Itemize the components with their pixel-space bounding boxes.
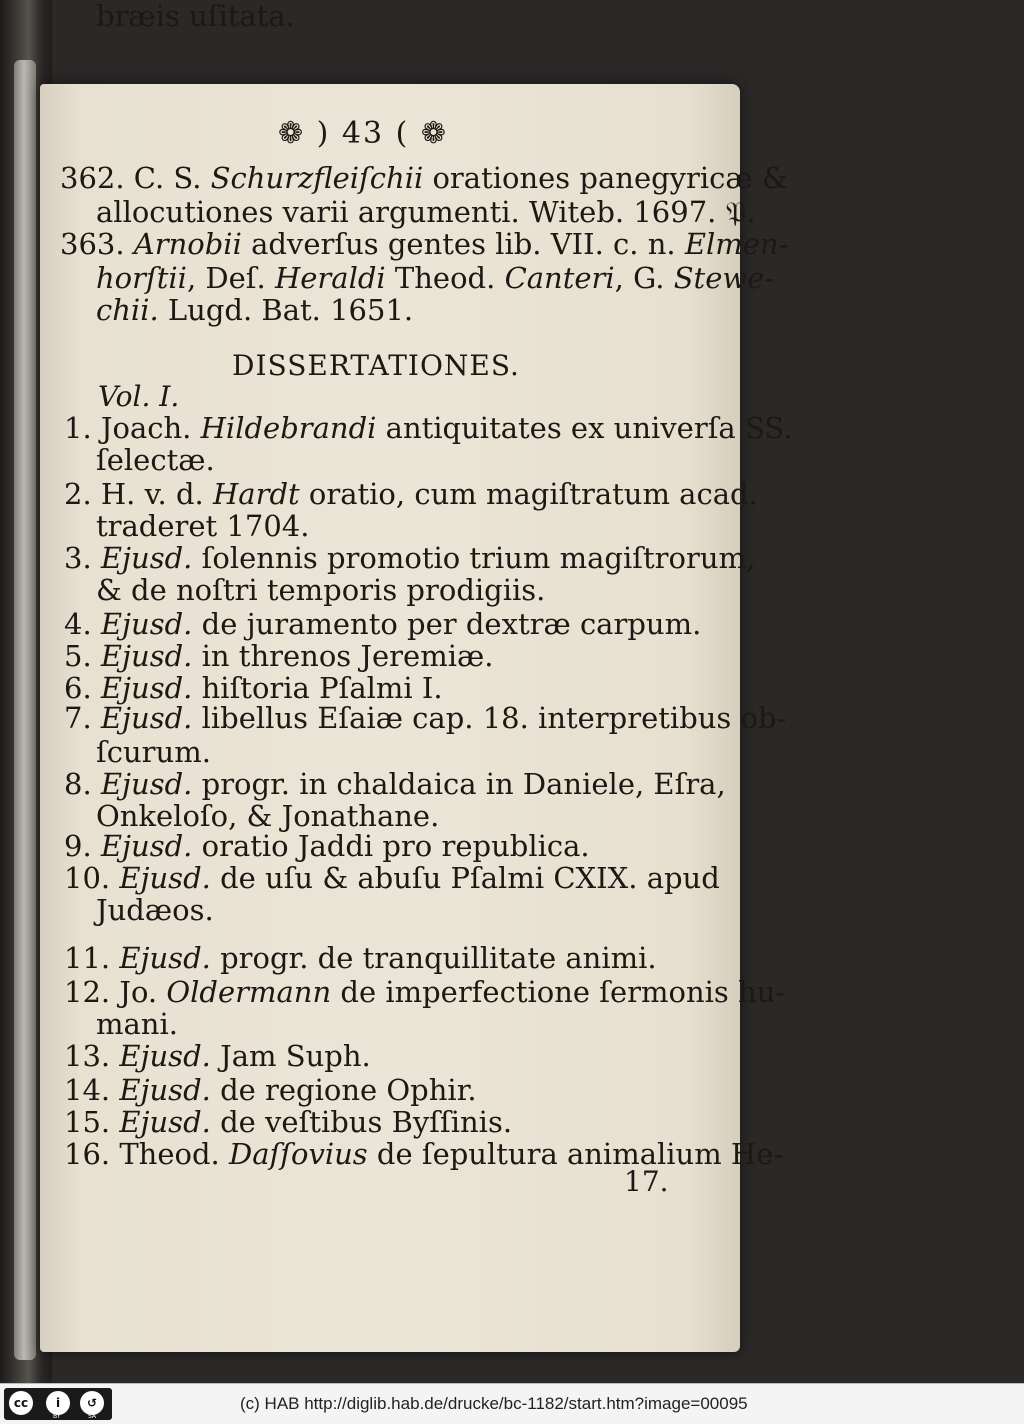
roman-text: de imperfectione ſermonis hu- [331,975,786,1009]
roman-text: 16. Theod. [64,1137,229,1171]
roman-text: 8. [64,767,101,801]
entry-line [64,768,726,800]
roman-text: Jam Suph. [210,1039,371,1073]
roman-text: Onkeloſo, & Jonathane. [96,799,440,833]
roman-text: 4. [64,607,101,641]
italic-text: Ejusd. [100,767,193,801]
italic-text: Ejusd. [100,671,193,705]
sa-share-alike-icon: ↺ [80,1391,104,1415]
license-sa-label: SA [88,1413,97,1420]
by-person-icon: i [46,1391,70,1415]
entry-line [64,608,701,640]
roman-text: libellus Eſaiæ cap. 18. interpretibus ob- [192,701,787,735]
italic-text: Hardt [213,477,300,511]
entry-line [96,736,211,768]
roman-text: 12. Jo. [64,975,167,1009]
italic-text: Ejusd. [100,701,193,735]
italic-text: Ejusd. [119,861,211,895]
roman-text: & de noſtri temporis prodigiis. [96,573,546,607]
entry-line [64,862,720,894]
italic-text: Hildebrandi [200,411,377,445]
italic-text: Ejusd. [100,541,193,575]
italic-text: Ejusd. [119,941,211,975]
top-entry-line [96,294,413,326]
cc-icon: cc [9,1391,33,1415]
entry-line [64,1040,371,1072]
entry-line [64,640,493,672]
italic-text: Ejusd. [100,639,193,673]
roman-text: 362. C. S. [60,161,211,195]
entry-line [96,0,295,32]
italic-text: chii. [96,293,159,327]
italic-text: Ejusd. [119,1073,211,1107]
entry-line [64,478,758,510]
italic-text: Ejusd. [100,607,193,641]
roman-text: orationes panegyricæ & [423,161,788,195]
italic-text: Ejusd. [119,1039,211,1073]
page-header: ❁ ) 43 ( ❁ [278,116,448,151]
roman-text: oratio Jaddi pro republica. [192,829,590,863]
roman-text: adverſus gentes lib. VII. c. n. [241,227,685,261]
roman-text: ſelectæ. [96,443,215,477]
roman-text: Theod. [385,261,505,295]
entry-line [96,444,215,476]
roman-text: traderet 1704. [96,509,310,543]
roman-text: 363. [60,227,134,261]
section-title: DISSERTATIONES. [232,349,520,382]
roman-text: 2. H. v. d. [64,477,213,511]
roman-text: 1. Joach. [64,411,201,445]
roman-text: 10. [64,861,120,895]
roman-text: Judæos. [96,893,214,927]
roman-text: Lugd. Bat. 1651. [158,293,414,327]
italic-text: Heraldi [274,261,386,295]
roman-text: progr. in chaldaica in Daniele, Eſra, [192,767,726,801]
roman-text: hiſtoria Pſalmi I. [192,671,443,705]
footer-bar [0,1383,1024,1424]
roman-text: de veſtibus Byſſinis. [210,1105,513,1139]
catchword: 17. [624,1165,669,1198]
italic-text: horſtii [96,261,187,295]
top-entry-line [96,262,774,294]
top-entry-line [60,228,788,260]
cc-license-badge[interactable] [4,1388,112,1420]
binding-page-edges [14,60,36,1360]
roman-text: de juramento per dextræ carpum. [192,607,702,641]
entry-line [96,894,214,926]
entry-line [64,672,443,704]
roman-text: oratio, cum magiſtratum acad. [299,477,758,511]
italic-text: Oldermann [166,975,332,1009]
top-entry-line [60,162,788,194]
italic-text: Canteri [504,261,615,295]
roman-text: 14. [64,1073,120,1107]
roman-text: 5. [64,639,101,673]
entry-line [64,542,755,574]
italic-text: Stewe- [673,261,775,295]
italic-text: Ejusd. [119,1105,211,1139]
roman-text: in threnos Jeremiæ. [192,639,494,673]
entry-line [96,800,439,832]
roman-text: ſcurum. [96,735,211,769]
roman-text: 15. [64,1105,120,1139]
roman-text: 11. [64,941,120,975]
roman-text: 9. [64,829,101,863]
entry-line [64,976,785,1008]
entry-line [64,1138,783,1170]
roman-text: progr. de tranquillitate animi. [210,941,657,975]
top-entry-line [96,196,755,228]
entry-line [64,830,590,862]
roman-text: mani. [96,1007,178,1041]
entry-line [64,702,786,734]
roman-text: 13. [64,1039,120,1073]
roman-text: antiquitates ex univerſa SS. [376,411,793,445]
roman-text: ſolennis promotio trium magiſtrorum, [192,541,756,575]
roman-text: de ſepultura animalium He- [367,1137,784,1171]
roman-text: , Deſ. [186,261,275,295]
roman-text: 6. [64,671,101,705]
italic-text: Ejusd. [100,829,193,863]
entry-line [96,574,545,606]
entry-line [64,1106,512,1138]
italic-text: Elmen- [684,227,789,261]
entry-line [64,1074,477,1106]
entry-line [64,942,657,974]
entry-line [64,412,792,444]
entry-line [96,510,309,542]
entry-line [96,1008,178,1040]
roman-text: 7. [64,701,101,735]
italic-text: Arnobii [133,227,242,261]
roman-text: , G. [614,261,674,295]
roman-text: bræis uſitata. [96,0,295,33]
roman-text: 3. [64,541,101,575]
italic-text: Schurzfleiſchii [210,161,424,195]
license-by-label: BY [53,1413,61,1420]
roman-text: de regione Ophir. [210,1073,477,1107]
italic-text: Daſſovius [228,1137,368,1171]
volume-label: Vol. I. [98,380,180,413]
footer-copyright-url[interactable]: (c) HAB http://diglib.hab.de/drucke/bc-1182/start.htm?image=00095 [240,1394,748,1413]
roman-text: de uſu & abuſu Pſalmi CXIX. apud [210,861,720,895]
roman-text: allocutiones varii argumenti. Witeb. 1697. 𝔓. [96,195,756,229]
